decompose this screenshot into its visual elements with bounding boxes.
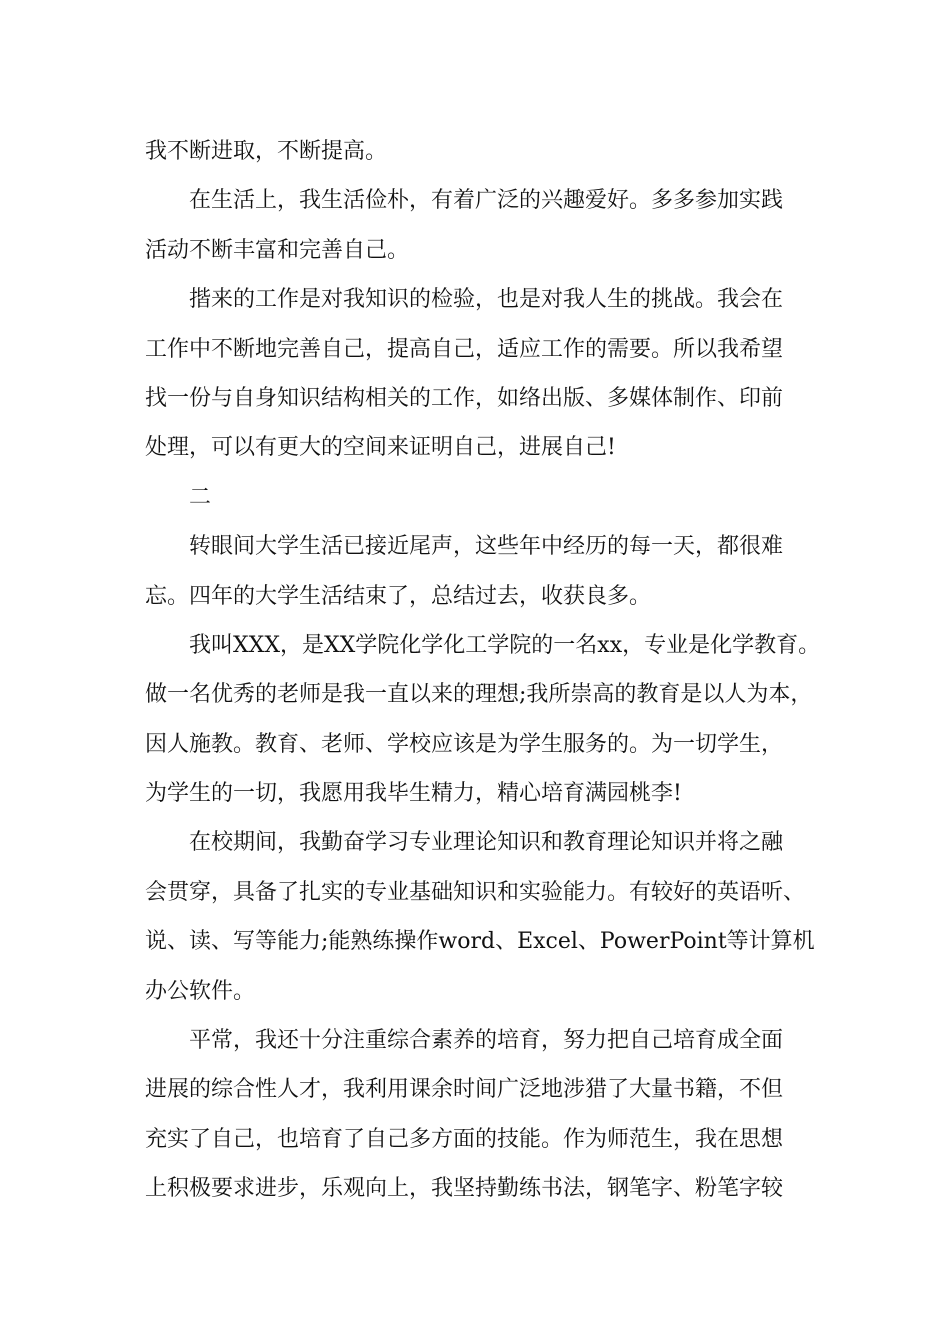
section-heading: 二	[145, 484, 212, 510]
text-line: 在校期间，我勤奋学习专业理论知识和教育理论知识并将之融	[145, 830, 784, 856]
text-line: 上积极要求进步，乐观向上，我坚持勤练书法，钢笔字、粉笔字较	[145, 1176, 784, 1202]
text-line: 我叫XXX，是XX学院化学化工学院的一名xx，专业是化学教育。	[145, 632, 821, 658]
text-line: 办公软件。	[145, 978, 256, 1004]
text-line: 找一份与自身知识结构相关的工作，如络出版、多媒体制作、印前	[145, 385, 784, 411]
text-line: 转眼间大学生活已接近尾声，这些年中经历的每一天，都很难	[145, 534, 784, 560]
text-line: 充实了自己，也培育了自己多方面的技能。作为师范生，我在思想	[145, 1126, 784, 1152]
text-line: 因人施教。教育、老师、学校应该是为学生服务的。为一切学生，	[145, 731, 784, 757]
text-line: 会贯穿，具备了扎实的专业基础知识和实验能力。有较好的英语听、	[145, 879, 806, 905]
text-line: 平常，我还十分注重综合素养的培育，努力把自己培育成全面	[145, 1028, 784, 1054]
text-line: 忘。四年的大学生活结束了，总结过去，收获良多。	[145, 583, 652, 609]
text-line: 我不断进取，不断提高。	[145, 139, 388, 164]
text-line: 做一名优秀的老师是我一直以来的理想;我所崇高的教育是以人为本，	[145, 682, 813, 708]
document-body	[145, 127, 825, 1214]
text-line: 活动不断丰富和完善自己。	[145, 237, 410, 263]
text-line: 在生活上，我生活俭朴，有着广泛的兴趣爱好。多多参加实践	[145, 188, 784, 214]
text-line: 处理，可以有更大的空间来证明自己，进展自己!	[145, 435, 616, 461]
text-line: 进展的综合性人才，我利用课余时间广泛地涉猎了大量书籍，不但	[145, 1077, 784, 1103]
text-line: 工作中不断地完善自己，提高自己，适应工作的需要。所以我希望	[145, 336, 784, 362]
text-line: 揩来的工作是对我知识的检验，也是对我人生的挑战。我会在	[145, 287, 784, 313]
text-line: 说、读、写等能力;能熟练操作word、Excel、PowerPoint等计算机	[145, 929, 815, 955]
text-line: 为学生的一切，我愿用我毕生精力，精心培育满园桃李!	[145, 781, 682, 807]
